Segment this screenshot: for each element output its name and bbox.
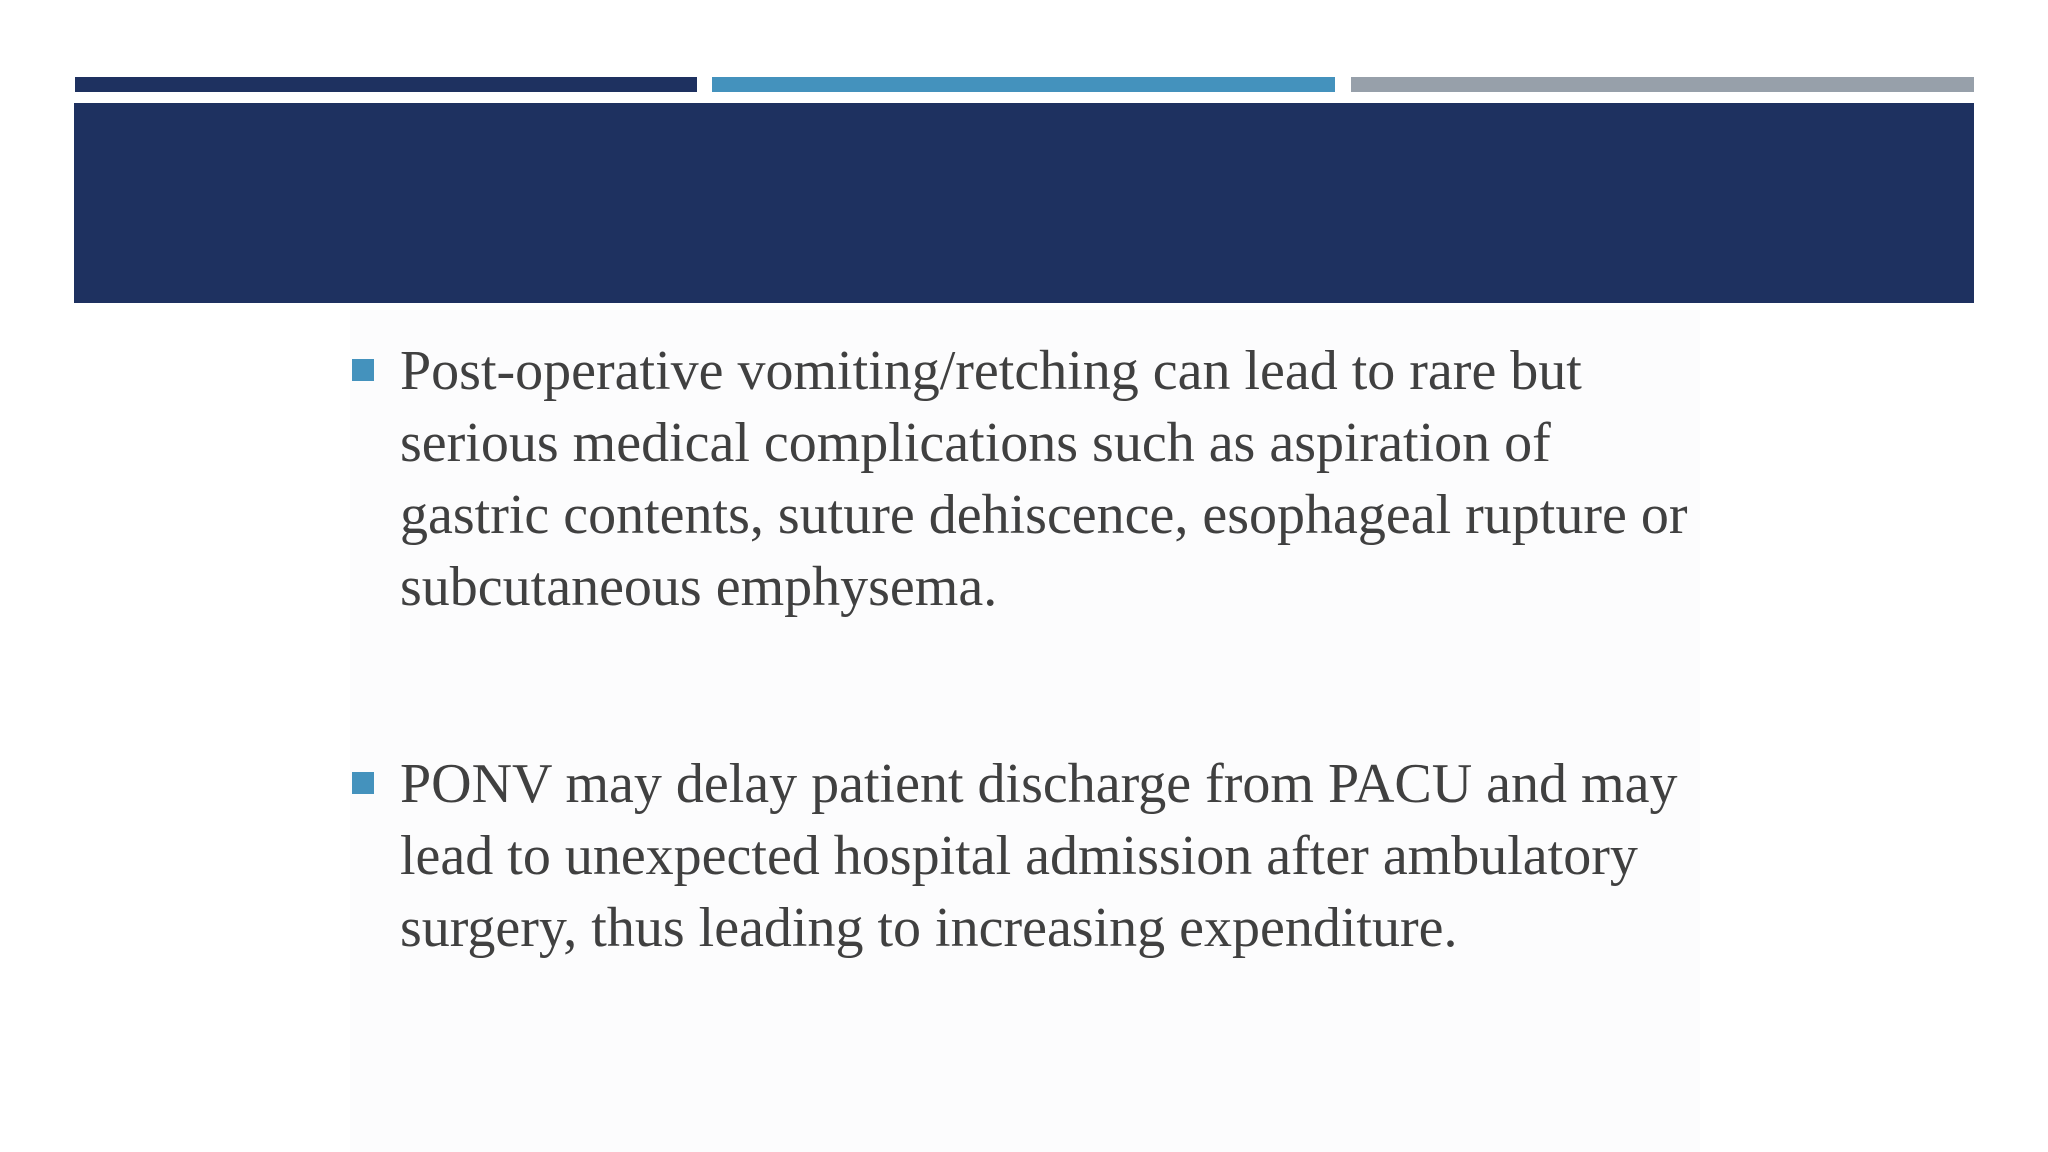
accent-bar-gray <box>1351 77 1974 92</box>
accent-bar-navy <box>75 77 697 92</box>
bullet-text: PONV may delay patient discharge from PACU and may lead to unexpected hospital admission after ambulatory surgery, thus leading to increasing expenditure. <box>400 753 1678 959</box>
bullet-item <box>352 748 1732 964</box>
bullet-item <box>352 335 1732 623</box>
square-bullet-icon <box>352 359 374 381</box>
bullet-text: Post-operative vomiting/retching can lead to rare but serious medical complications such as aspiration of gastric contents, suture dehiscence, esophageal rupture or subcutaneous emphysema. <box>400 340 1688 618</box>
title-banner <box>74 103 1974 303</box>
square-bullet-icon <box>352 772 374 794</box>
accent-bar-blue <box>712 77 1335 92</box>
